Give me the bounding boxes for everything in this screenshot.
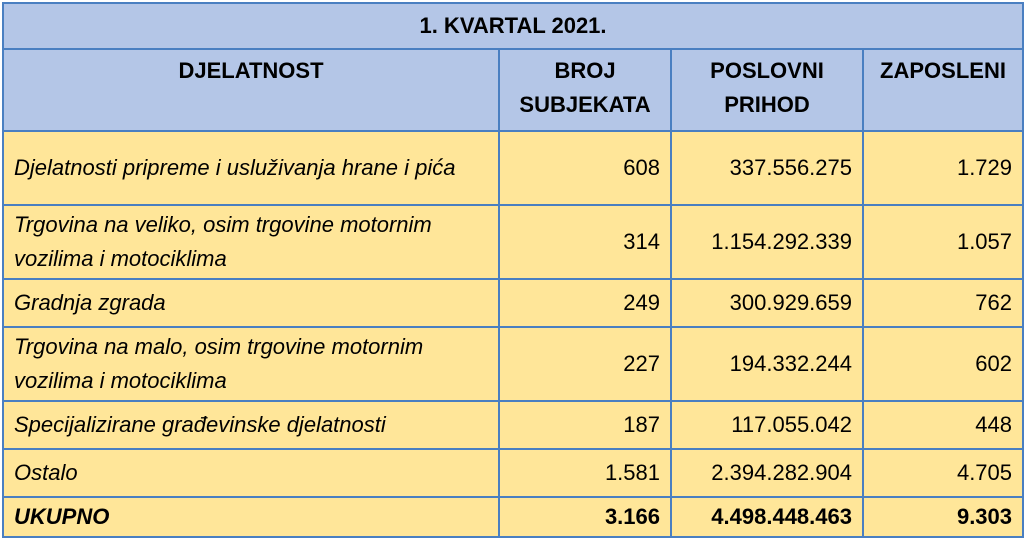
total-row xyxy=(3,497,1023,537)
table-row xyxy=(3,449,1023,497)
broj-subjekata-value: 1.581 xyxy=(499,449,671,497)
broj-subjekata-value: 249 xyxy=(499,279,671,327)
poslovni-prihod-value: 2.394.282.904 xyxy=(671,449,863,497)
poslovni-prihod-value: 337.556.275 xyxy=(671,131,863,205)
total-broj-subjekata: 3.166 xyxy=(499,497,671,537)
activity-name: Gradnja zgrada xyxy=(3,279,499,327)
column-header-zaposleni: ZAPOSLENI xyxy=(863,49,1023,131)
broj-subjekata-value: 608 xyxy=(499,131,671,205)
column-header-broj-subjekata: BROJ SUBJEKATA xyxy=(499,49,671,131)
broj-subjekata-value: 187 xyxy=(499,401,671,449)
table-row xyxy=(3,279,1023,327)
zaposleni-value: 1.057 xyxy=(863,205,1023,279)
table-title: 1. KVARTAL 2021. xyxy=(3,3,1023,49)
activity-name: Trgovina na malo, osim trgovine motornim vozilima i motociklima xyxy=(3,327,499,401)
total-label: UKUPNO xyxy=(3,497,499,537)
poslovni-prihod-value: 117.055.042 xyxy=(671,401,863,449)
zaposleni-value: 602 xyxy=(863,327,1023,401)
poslovni-prihod-value: 1.154.292.339 xyxy=(671,205,863,279)
title-row xyxy=(3,3,1023,49)
activity-name: Djelatnosti pripreme i usluživanja hrane i pića xyxy=(3,131,499,205)
column-header-djelatnost: DJELATNOST xyxy=(3,49,499,131)
table-row xyxy=(3,131,1023,205)
poslovni-prihod-value: 300.929.659 xyxy=(671,279,863,327)
column-header-poslovni-prihod: POSLOVNI PRIHOD xyxy=(671,49,863,131)
poslovni-prihod-value: 194.332.244 xyxy=(671,327,863,401)
total-zaposleni: 9.303 xyxy=(863,497,1023,537)
zaposleni-value: 448 xyxy=(863,401,1023,449)
table-row xyxy=(3,205,1023,279)
total-poslovni-prihod: 4.498.448.463 xyxy=(671,497,863,537)
broj-subjekata-value: 314 xyxy=(499,205,671,279)
activity-name: Trgovina na veliko, osim trgovine motornim vozilima i motociklima xyxy=(3,205,499,279)
zaposleni-value: 1.729 xyxy=(863,131,1023,205)
table-row xyxy=(3,327,1023,401)
activity-table xyxy=(2,2,1024,538)
activity-name: Ostalo xyxy=(3,449,499,497)
zaposleni-value: 4.705 xyxy=(863,449,1023,497)
activity-name: Specijalizirane građevinske djelatnosti xyxy=(3,401,499,449)
broj-subjekata-value: 227 xyxy=(499,327,671,401)
table-row xyxy=(3,401,1023,449)
zaposleni-value: 762 xyxy=(863,279,1023,327)
column-header-row xyxy=(3,49,1023,131)
